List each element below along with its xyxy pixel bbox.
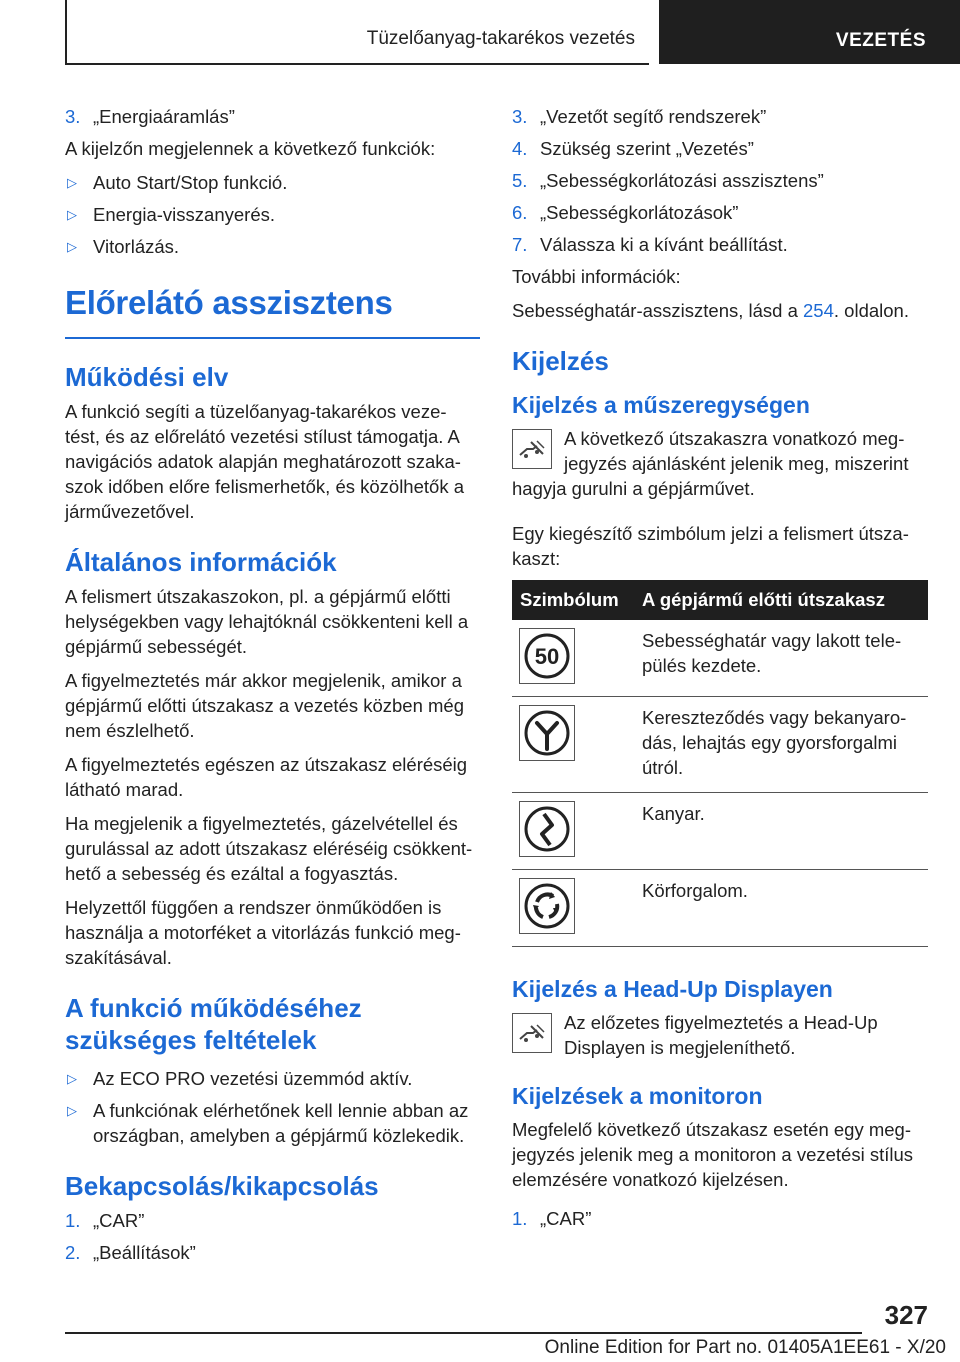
bullet-triangle-icon: ▷ [67,239,77,254]
step-text: „Sebességkorlátozási asszisztens” [540,170,824,191]
coasting-car-icon [512,429,552,469]
general-paragraph: Helyzettől függően a rendszer önműködően is használja a motorféket a vitorlázás funkció meg-szakításával. [65,896,461,968]
heading-requirements [65,992,480,1056]
heading-general: Általános információk [65,546,337,577]
step-number: 3. [65,106,81,127]
bullet-text: A funkciónak elérhetőnek kell lennie abban az országban, amelyben a gépjármű közlekedik. [93,1099,469,1146]
step-number: 2. [65,1241,81,1263]
step-number: 1. [65,1209,81,1231]
bullet-text: Energia-visszanyerés. [93,204,275,225]
list-item [512,200,928,225]
heading-hud: Kijelzés a Head-Up Displayen [512,976,833,1002]
more-info-label: További információk: [512,266,681,287]
bullet-text: Az ECO PRO vezetési üzemmód aktív. [93,1067,413,1089]
page-link[interactable]: 254 [803,300,834,321]
general-paragraph: A figyelmeztetés már akkor megjelenik, amikor a gépjármű előtti útszakasz a vezetés közben még nem észlelhető. [65,669,464,741]
general-paragraph: A felismert útszakaszokon, pl. a gépjármű előtti helységekben vagy lehajtóknál csökkenteni kell a gépjármű sebességét. [65,585,469,657]
bullet-triangle-icon: ▷ [67,207,77,222]
general-paragraph: Ha megjelenik a figyelmeztetés, gázelvétellel és gurulással az adott útszakasz eléréséig csökkent-hető a sebesség és ezáltal a fogyasztás. [65,812,473,884]
list-item [65,234,480,259]
monitor-text: Megfelelő következő útszakasz esetén egy meg-jegyzés jelenik meg a monitoron a vezetési stílus elemzésére vonatkozó kijelzésen. [512,1119,914,1190]
bullet-text: Vitorlázás. [93,236,180,257]
step-number: 4. [512,138,528,159]
step-number: 3. [512,106,528,127]
step-number: 7. [512,234,528,255]
column-header: Szimbólum [512,580,634,620]
footer-rule [65,1332,862,1334]
table-row [512,793,928,870]
list-item [512,1206,928,1231]
table-header-row [512,580,928,620]
reference-text: . oldalon. [833,300,909,321]
list-item [512,232,928,257]
list-item [65,1098,480,1148]
symbol-cell [512,620,634,697]
list-item [65,104,480,129]
symbol-cell [512,870,634,947]
step-number: 5. [512,170,528,191]
list-item [512,104,928,129]
description-cell: Körforgalom. [634,870,928,947]
note-text: A következő útszakaszra vonatkozó meg-jegyzés ajánlásként jelenik meg, miszerint hagyja gurulni a gépjárművet. [512,428,909,499]
bullet-triangle-icon: ▷ [67,1070,77,1086]
description-cell: Kereszteződés vagy bekanyaro-dás, lehajtás egy gyorsforgalmi útról. [634,697,928,793]
general-paragraph: A figyelmeztetés egészen az útszakasz eléréséig látható marad. [65,753,468,800]
page-number: 327 [884,1300,928,1330]
step-text: Szükség szerint „Vezetés” [540,138,754,159]
table-row [512,697,928,793]
speed-limit-50-icon [519,628,575,684]
description-cell: Sebességhatár vagy lakott tele-pülés kezdete. [634,620,928,697]
heading-cluster: Kijelzés a műszeregységen [512,392,810,418]
heading-display: Kijelzés [512,346,609,376]
step-text: Válassza ki a kívánt beállítást. [540,234,788,255]
section-title: Tüzelőanyag-takarékos vezetés [366,28,635,49]
symbol-cell [512,793,634,870]
main-heading: Előrelátó asszisztens [65,284,393,321]
step-text: „CAR” [93,1209,145,1231]
symbol-table [512,580,928,947]
list-item [512,168,928,193]
symbol-cell [512,697,634,793]
heading-line: A funkció működéséhez [65,992,362,1023]
step-text: „Sebességkorlátozások” [540,202,739,223]
junction-icon [519,705,575,761]
header-divider-horizontal [65,63,649,65]
edition-label: Online Edition for Part no. 01405A1EE61 - X/20 [544,1337,946,1358]
bullet-triangle-icon: ▷ [67,1102,77,1118]
list-item [512,136,928,161]
svg-text:50: 50 [534,644,560,669]
list-item [65,1240,480,1265]
curve-icon [519,801,575,857]
step-text: „Vezetőt segítő rendszerek” [540,106,767,127]
cross-reference [512,298,928,323]
right-column [512,104,928,1238]
principle-text: A funkció segíti a tüzelőanyag-takarékos veze-tést, és az előrelátó vezetési stílust támogatja. A navigációs adatok alapján meghatározott szaka-szok időben előre felismerhetők, és közölhetők a járművezetővel. [65,400,464,522]
step-number: 6. [512,202,528,223]
list-item [65,1066,480,1091]
reference-text: Sebességhatár-asszisztens, lásd a [512,300,804,321]
table-row [512,620,928,697]
heading-onoff: Bekapcsolás/kikapcsolás [65,1170,379,1201]
step-text: „Energiaáramlás” [93,106,235,127]
step-number: 1. [512,1208,528,1229]
chapter-tab[interactable]: VEZETÉS [659,0,960,64]
heading-line: szükséges feltételek [65,1024,317,1055]
step-text: „Beállítások” [93,1241,196,1263]
note-box [512,426,928,501]
heading-rule [65,337,480,339]
heading-monitor: Kijelzések a monitoron [512,1083,763,1109]
list-item [65,1208,480,1233]
bullet-text: Auto Start/Stop funkció. [93,172,288,193]
list-item [65,170,480,195]
display-intro: A kijelzőn megjelennek a következő funkciók: [65,138,436,159]
coasting-car-icon [512,1013,552,1053]
bullet-triangle-icon: ▷ [67,175,77,190]
note-text: Az előzetes figyelmeztetés a Head-Up Displayen is megjeleníthető. [564,1012,878,1058]
heading-principle: Működési elv [65,361,229,392]
symbol-intro: Egy kiegészítő szimbólum jelzi a felismert útsza-kaszt: [512,523,909,569]
step-text: „CAR” [540,1208,592,1229]
column-header: A gépjármű előtti útszakasz [634,580,928,620]
table-row [512,870,928,947]
left-column [65,104,480,1272]
description-cell: Kanyar. [634,793,928,870]
roundabout-icon [519,878,575,934]
list-item [65,202,480,227]
note-box [512,1010,928,1060]
